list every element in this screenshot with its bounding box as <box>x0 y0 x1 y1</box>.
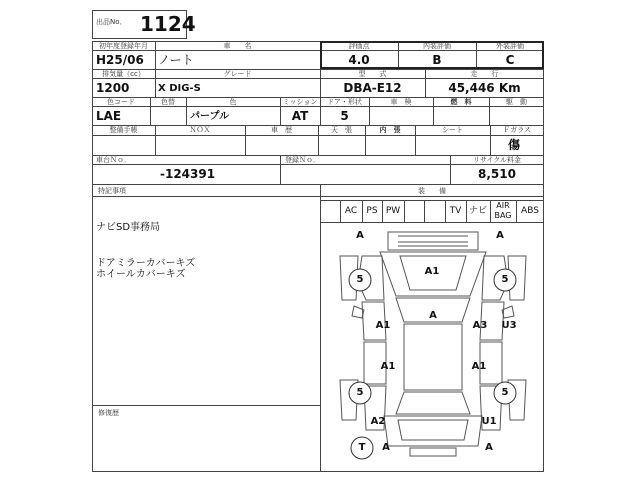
recycle-value: 8,510 <box>478 167 516 181</box>
lot-number-value: 1124 <box>140 12 196 36</box>
grade-value: X DIG-S <box>158 83 201 94</box>
transmission-label: ミッション <box>282 98 318 106</box>
grade-label: グレード <box>223 70 252 78</box>
type-value: DBA-E12 <box>343 81 402 95</box>
damage-left-front-door: A1 <box>375 320 391 331</box>
damage-left-rear: A2 <box>370 416 386 427</box>
displacement-label: 排気量（cc） <box>102 70 145 78</box>
fuel-label: 燃 料 <box>450 98 472 106</box>
mileage-label: 走 行 <box>470 70 499 78</box>
remarks-label: 特記事項 <box>98 187 126 195</box>
equipment-ac: AC <box>344 206 358 216</box>
first-reg-label: 初年度登録年月 <box>99 42 148 50</box>
doors-label: ドア・形状 <box>327 98 362 106</box>
exterior-label: 外装評価 <box>496 42 524 50</box>
sunroof-label: 天 張 <box>331 126 352 134</box>
damage-wheel-rr: 5 <box>501 387 509 398</box>
nox-label: ＮＯＸ <box>189 126 211 134</box>
color-value: パープル <box>190 111 230 122</box>
damage-roof: A <box>429 310 437 321</box>
history-label: 車 歴 <box>271 126 292 134</box>
remark-line-3: ホイールカバーキズ <box>96 269 186 280</box>
damage-wheel-fl: 5 <box>356 274 364 285</box>
score-label: 評価点 <box>348 42 370 50</box>
equipment-abs: ABS <box>521 206 539 216</box>
damage-front-left: A <box>356 230 364 241</box>
damage-right-rear-door: A1 <box>471 361 487 372</box>
model-value: ノート <box>158 53 194 67</box>
damage-right-front-door-2: U3 <box>501 320 517 331</box>
equipment-navi: ナビ <box>468 206 487 216</box>
chassis-label: 車台Ｎｏ． <box>96 156 131 164</box>
reg-no-label: 登録Ｎｏ． <box>285 156 320 164</box>
equipment-airbag: AIR BAG <box>494 201 512 220</box>
car-damage-diagram <box>320 222 544 472</box>
damage-front-right: A <box>496 230 504 241</box>
color-label: 色 <box>229 98 237 106</box>
equipment-pw: PW <box>385 206 401 216</box>
transmission-value: AT <box>291 109 309 123</box>
remark-line-1: ナビSD事務局 <box>96 222 161 233</box>
remark-line-2: ドアミラーカバーキズ <box>96 258 196 269</box>
interior-value: B <box>432 53 442 67</box>
damage-right-rear: U1 <box>481 416 497 427</box>
repair-label: 修復歴 <box>98 409 119 417</box>
seat-label: シート <box>442 126 463 134</box>
type-label: 型 式 <box>358 70 387 78</box>
color-code-value: LAE <box>96 109 122 123</box>
damage-wheel-fr: 5 <box>501 274 509 285</box>
inspection-label: 車 検 <box>390 98 412 106</box>
first-reg-value: H25/06 <box>96 53 144 67</box>
glass-value: 傷 <box>508 138 521 152</box>
model-label: 車 名 <box>223 42 252 50</box>
recycle-label: リサイクル料金 <box>472 156 522 164</box>
interior-label: 内装評価 <box>423 42 451 50</box>
damage-tire: T <box>358 442 366 453</box>
exterior-value: C <box>505 53 515 67</box>
interior-lining-label: 内 張 <box>379 126 401 134</box>
damage-wheel-rl: 5 <box>356 387 364 398</box>
equipment-ps: PS <box>366 206 378 216</box>
equipment-tv: TV <box>449 206 462 216</box>
displacement-value: 1200 <box>96 81 130 95</box>
chassis-value: -124391 <box>160 167 216 181</box>
damage-left-rear-door: A1 <box>380 361 396 372</box>
doors-value: 5 <box>340 109 349 123</box>
lot-number-label: 出品No． <box>96 18 127 26</box>
drive-label: 駆 動 <box>506 98 527 106</box>
manual-label: 整備手帳 <box>109 126 138 134</box>
damage-right-front-door: A3 <box>472 320 488 331</box>
color-code-label: 色コード <box>107 98 135 106</box>
damage-rear-right: A <box>485 442 493 453</box>
glass-label: Ｆガラス <box>503 126 531 134</box>
trim-label: 色替 <box>161 98 175 106</box>
score-value: 4.0 <box>348 53 370 67</box>
mileage-value: 45,446 Km <box>448 81 521 95</box>
equipment-label: 装 備 <box>418 187 446 195</box>
damage-hood: A1 <box>424 266 440 277</box>
damage-rear-left: A <box>382 442 390 453</box>
